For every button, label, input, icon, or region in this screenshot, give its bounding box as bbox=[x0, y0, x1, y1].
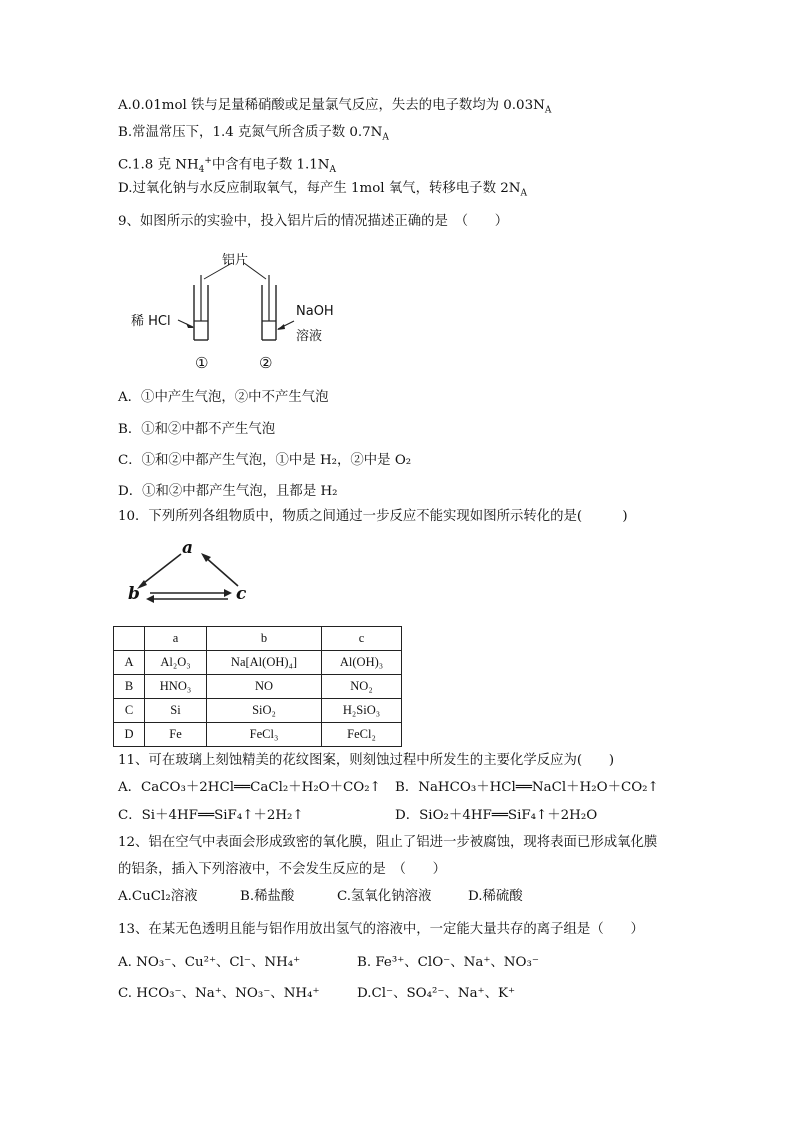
table-cell: c bbox=[322, 627, 402, 651]
q12-option-b: B.稀盐酸 bbox=[240, 889, 295, 904]
q9-option-b: B．①和②中都不产生气泡 bbox=[118, 422, 276, 437]
tube-2-label: ② bbox=[259, 354, 273, 372]
q13-option-d: D.Cl⁻、SO₄²⁻、Na⁺、K⁺ bbox=[357, 986, 516, 1001]
q13-option-b: B. Fe³⁺、ClO⁻、Na⁺、NO₃⁻ bbox=[357, 955, 539, 970]
node-a-label: a bbox=[182, 538, 194, 558]
q8-option-c: C.1.8 克 $NH_4^+$中含有电子数 $1.1N_A$ bbox=[118, 156, 337, 176]
q12-stem-line2: 的铝条，插入下列溶液中，不会发生反应的是 （ ） bbox=[118, 862, 447, 877]
table-cell: FeCl₃ bbox=[207, 723, 322, 747]
q12-option-c: C.氢氧化钠溶液 bbox=[337, 889, 432, 904]
q8-option-b: B.常温常压下，1.4 克氮气所含质子数 $0.7N_A$ bbox=[118, 125, 389, 143]
q9-option-d: D．①和②中都产生气泡，且都是 H₂ bbox=[118, 484, 338, 499]
table-cell: C bbox=[114, 699, 145, 723]
table-cell: D bbox=[114, 723, 145, 747]
table-cell: NO₂ bbox=[322, 675, 402, 699]
q8-option-d: D.过氧化钠与水反应制取氧气，每产生 1mol 氧气，转移电子数 $2N_A$ bbox=[118, 181, 527, 199]
q12-option-a: A.CuCl₂溶液 bbox=[118, 889, 198, 904]
q13-stem: 13、在某无色透明且能与铝作用放出氢气的溶液中，一定能大量共存的离子组是（ ） bbox=[118, 922, 644, 937]
table-header-row bbox=[114, 627, 402, 651]
q12-option-d: D.稀硫酸 bbox=[468, 889, 523, 904]
table-cell: Na[Al(OH)₄] bbox=[207, 651, 322, 675]
q10-stem: 10．下列所列各组物质中，物质之间通过一步反应不能实现如图所示转化的是( ) bbox=[118, 509, 628, 524]
q9-option-a: A．①中产生气泡，②中不产生气泡 bbox=[118, 390, 329, 405]
naoh-label: NaOH bbox=[296, 304, 334, 319]
q9-option-c: C．①和②中都产生气泡，①中是 H₂，②中是 O₂ bbox=[118, 453, 412, 468]
node-b-label: b bbox=[128, 584, 140, 604]
q11-option-b: B．NaHCO₃＋HCl══NaCl＋H₂O＋CO₂↑ bbox=[395, 780, 659, 795]
table-cell bbox=[114, 627, 145, 651]
table-row bbox=[114, 723, 402, 747]
q13-option-c: C. HCO₃⁻、Na⁺、NO₃⁻、NH₄⁺ bbox=[118, 986, 320, 1001]
q11-option-c: C．Si＋4HF══SiF₄↑＋2H₂↑ bbox=[118, 808, 304, 823]
q12-stem-line1: 12、铝在空气中表面会形成致密的氧化膜，阻止了铝进一步被腐蚀，现将表面已形成氧化膜 bbox=[118, 835, 658, 850]
q11-stem: 11、可在玻璃上刻蚀精美的花纹图案，则刻蚀过程中所发生的主要化学反应为( ) bbox=[118, 753, 615, 768]
table-row bbox=[114, 651, 402, 675]
q11-option-d: D．SiO₂＋4HF══SiF₄↑＋2H₂O bbox=[395, 808, 598, 823]
aluminum-strip-label: 铝片 bbox=[222, 253, 249, 268]
table-cell: SiO₂ bbox=[207, 699, 322, 723]
table-cell: b bbox=[207, 627, 322, 651]
table-row bbox=[114, 675, 402, 699]
q13-option-a: A. NO₃⁻、Cu²⁺、Cl⁻、NH₄⁺ bbox=[118, 955, 301, 970]
table-cell: A bbox=[114, 651, 145, 675]
table-cell: B bbox=[114, 675, 145, 699]
q10-answer-table bbox=[113, 626, 402, 747]
table-cell: Al₂O₃ bbox=[145, 651, 207, 675]
table-cell: NO bbox=[207, 675, 322, 699]
table-cell: Fe bbox=[145, 723, 207, 747]
tube-1-label: ① bbox=[195, 354, 209, 372]
q11-option-a: A．CaCO₃＋2HCl══CaCl₂＋H₂O＋CO₂↑ bbox=[118, 780, 381, 795]
table-cell: a bbox=[145, 627, 207, 651]
node-c-label: c bbox=[236, 584, 247, 604]
table-cell: FeCl₂ bbox=[322, 723, 402, 747]
q9-stem: 9、如图所示的实验中，投入铝片后的情况描述正确的是 （ ） bbox=[118, 214, 509, 229]
dilute-hcl-label: 稀 HCl bbox=[131, 314, 171, 329]
table-cell: Al(OH)₃ bbox=[322, 651, 402, 675]
table-row bbox=[114, 699, 402, 723]
conversion-triangle-diagram bbox=[126, 538, 256, 606]
solution-label: 溶液 bbox=[296, 329, 323, 344]
table-cell: Si bbox=[145, 699, 207, 723]
table-cell: H₂SiO₃ bbox=[322, 699, 402, 723]
q8-option-a: A.0.01mol 铁与足量稀硝酸或足量氯气反应，失去的电子数均为 $0.03N_A$ bbox=[118, 98, 552, 116]
table-cell: HNO₃ bbox=[145, 675, 207, 699]
